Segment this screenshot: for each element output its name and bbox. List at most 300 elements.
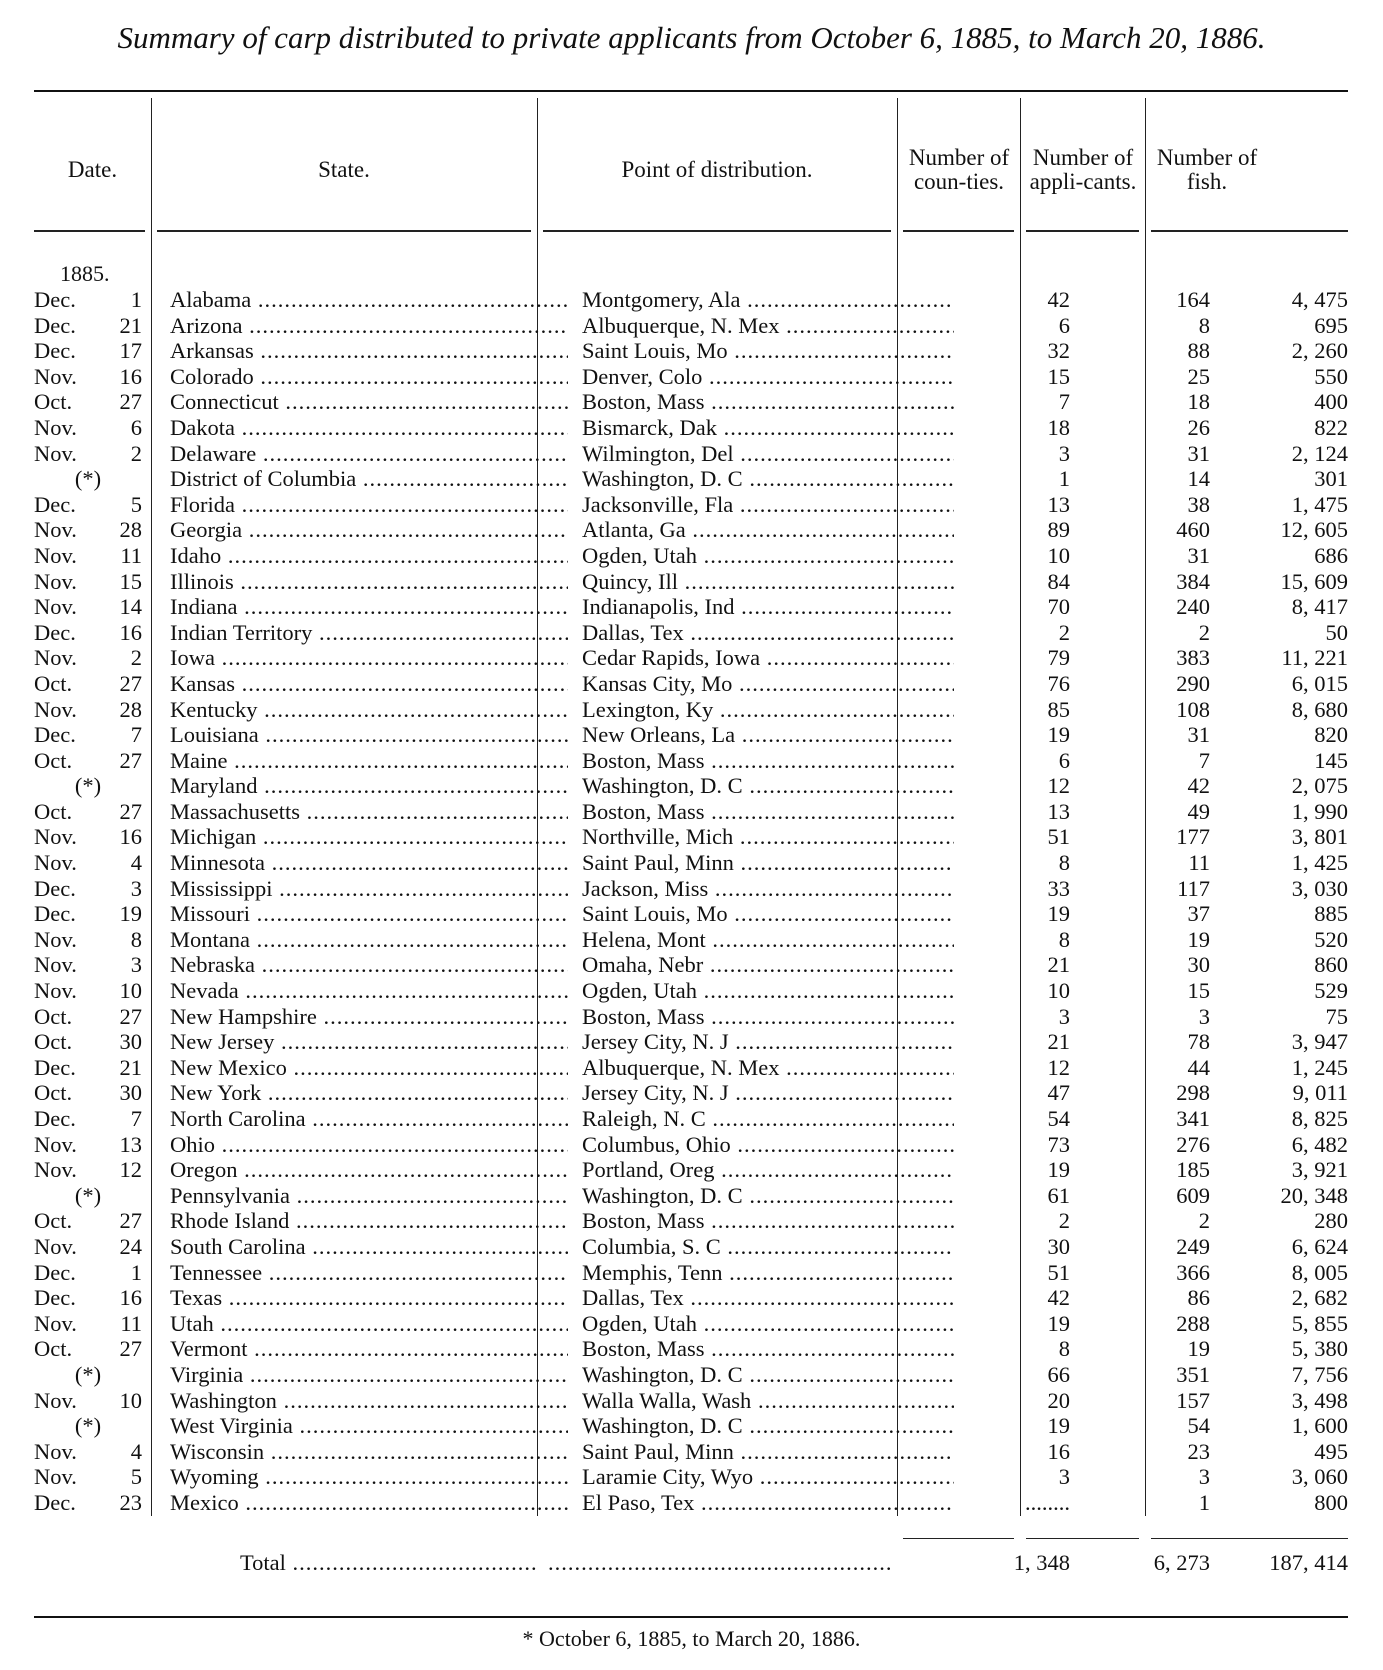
row-point xyxy=(582,1362,954,1388)
row-point-text: Boston, Mass xyxy=(582,1003,705,1029)
row-state-text: Mexico xyxy=(170,1489,239,1515)
row-fish: 529 xyxy=(1314,978,1348,1004)
row-applicants: 290 xyxy=(1176,670,1210,696)
row-day: 16 xyxy=(119,363,142,389)
row-month: Nov. xyxy=(34,517,77,543)
row-state-text: Vermont xyxy=(170,1336,248,1362)
row-state xyxy=(170,517,568,543)
row-fish: 822 xyxy=(1314,414,1348,440)
row-state xyxy=(170,1132,568,1158)
header-point: Point of distribution. xyxy=(621,157,813,182)
row-fish: 12, 605 xyxy=(1280,517,1348,543)
row-month: Nov. xyxy=(34,1157,77,1183)
row-counties: 54 xyxy=(1047,1106,1070,1131)
table-row xyxy=(0,1208,1383,1234)
row-applicants: 341 xyxy=(1176,1106,1210,1131)
row-fish: 3, 060 xyxy=(1291,1464,1348,1490)
row-day: 5 xyxy=(130,491,142,517)
row-point-text: Albuquerque, N. Mex xyxy=(582,1054,780,1080)
table-row xyxy=(0,978,1383,1004)
table-row xyxy=(0,1362,1383,1388)
row-state-text: Iowa xyxy=(170,645,215,671)
table-row xyxy=(0,1029,1383,1055)
row-applicants: 31 xyxy=(1187,722,1210,748)
row-applicants: 164 xyxy=(1176,287,1210,312)
row-state xyxy=(170,773,568,799)
row-point-text: Boston, Mass xyxy=(582,1336,705,1362)
row-counties: 12 xyxy=(1047,1054,1070,1080)
row-point-text: Boston, Mass xyxy=(582,747,705,773)
header-rule xyxy=(157,230,531,232)
row-point xyxy=(582,671,954,697)
table-row xyxy=(0,722,1383,748)
top-rule xyxy=(34,90,1348,92)
row-point-text: Omaha, Nebr xyxy=(582,952,704,978)
row-fish: 5, 855 xyxy=(1291,1310,1348,1336)
row-state-text: Arizona xyxy=(170,312,243,338)
row-counties: 16 xyxy=(1047,1438,1070,1464)
row-fish: 3, 801 xyxy=(1291,824,1348,850)
row-state-text: Virginia xyxy=(170,1361,244,1387)
row-applicants: 37 xyxy=(1187,901,1210,927)
row-month: Dec. xyxy=(34,287,76,312)
row-applicants: 117 xyxy=(1177,875,1210,901)
row-month: Dec. xyxy=(34,338,76,364)
row-fish: 800 xyxy=(1314,1489,1348,1515)
row-fish: 4, 475 xyxy=(1291,287,1348,312)
table-row xyxy=(0,1234,1383,1260)
row-counties: 3 xyxy=(1058,440,1070,466)
row-point xyxy=(582,1157,954,1183)
row-applicants: 31 xyxy=(1187,440,1210,466)
row-day: 24 xyxy=(119,1233,142,1259)
row-state xyxy=(170,415,568,441)
row-state-text: Utah xyxy=(170,1310,214,1336)
row-state xyxy=(170,492,568,518)
row-fish: 9, 011 xyxy=(1292,1080,1348,1106)
row-fish: 8, 417 xyxy=(1291,594,1348,620)
row-state-text: Arkansas xyxy=(170,338,254,364)
row-fish: 3, 921 xyxy=(1291,1157,1348,1183)
row-counties: 66 xyxy=(1047,1361,1070,1387)
row-fish: 50 xyxy=(1325,619,1348,645)
row-day: 4 xyxy=(130,1438,142,1464)
row-applicants: 384 xyxy=(1176,568,1210,594)
row-counties: 18 xyxy=(1047,414,1070,440)
row-state-text: Kansas xyxy=(170,670,235,696)
row-day: 4 xyxy=(130,850,142,876)
table-row xyxy=(0,364,1383,390)
row-point xyxy=(582,313,954,339)
table-row xyxy=(0,748,1383,774)
row-counties: 76 xyxy=(1047,670,1070,696)
row-point xyxy=(582,1132,954,1158)
row-point-text: Jackson, Miss xyxy=(582,875,709,901)
row-fish: 3, 947 xyxy=(1291,1029,1348,1055)
row-state-text: Idaho xyxy=(170,542,222,568)
row-month: Oct. xyxy=(34,1003,73,1029)
row-day: 6 xyxy=(130,414,142,440)
row-applicants: 3 xyxy=(1198,1003,1210,1029)
row-state-text: Pennsylvania xyxy=(170,1182,290,1208)
row-point xyxy=(582,389,954,415)
row-applicants: 298 xyxy=(1176,1080,1210,1106)
row-point xyxy=(582,1234,954,1260)
row-point-text: Ogden, Utah xyxy=(582,978,697,1004)
row-state-text: Nebraska xyxy=(170,952,255,978)
table-row xyxy=(0,1055,1383,1081)
row-state-text: Indiana xyxy=(170,594,238,620)
row-state-text: South Carolina xyxy=(170,1233,306,1259)
row-counties: 42 xyxy=(1047,1285,1070,1311)
row-state xyxy=(170,364,568,390)
row-month: Oct. xyxy=(34,1208,73,1234)
header-rule xyxy=(34,230,145,232)
row-fish: 8, 825 xyxy=(1291,1106,1348,1131)
row-fish: 520 xyxy=(1314,926,1348,952)
row-fish: 3, 030 xyxy=(1291,875,1348,901)
row-counties: 51 xyxy=(1047,824,1070,850)
row-state-text: Washington xyxy=(170,1387,277,1413)
row-state xyxy=(170,569,568,595)
row-month: Dec. xyxy=(34,1489,76,1515)
row-state-text: Ohio xyxy=(170,1131,215,1157)
total-rule xyxy=(903,1538,1014,1539)
row-day: 1 xyxy=(130,287,142,312)
row-point-text: Montgomery, Ala xyxy=(582,287,741,312)
row-state-text: Connecticut xyxy=(170,389,279,415)
row-state xyxy=(170,1260,568,1286)
row-month: Nov. xyxy=(34,952,77,978)
row-point-text: Boston, Mass xyxy=(582,1208,705,1234)
table-row xyxy=(0,1285,1383,1311)
row-point xyxy=(582,1106,954,1132)
row-day: 27 xyxy=(119,1336,142,1362)
row-state-text: Colorado xyxy=(170,363,254,389)
row-point-text: Indianapolis, Ind xyxy=(582,594,735,620)
row-applicants: 249 xyxy=(1176,1233,1210,1259)
row-applicants: 108 xyxy=(1176,696,1210,722)
row-point-text: El Paso, Tex xyxy=(582,1489,695,1515)
row-day: 16 xyxy=(119,824,142,850)
row-counties: 21 xyxy=(1047,1029,1070,1055)
table-row xyxy=(0,1490,1383,1516)
row-state-text: New Jersey xyxy=(170,1029,275,1055)
table-row xyxy=(0,1080,1383,1106)
table-row xyxy=(0,799,1383,825)
row-point xyxy=(582,620,954,646)
row-point-text: Columbia, S. C xyxy=(582,1233,721,1259)
row-point xyxy=(582,594,954,620)
table-row xyxy=(0,338,1383,364)
row-fish: 2, 260 xyxy=(1291,338,1348,364)
table-row xyxy=(0,1439,1383,1465)
row-state xyxy=(170,1106,568,1132)
row-applicants: 78 xyxy=(1187,1029,1210,1055)
row-month: Nov. xyxy=(34,824,77,850)
total-counties: 1, 348 xyxy=(1013,1550,1070,1575)
total-rule xyxy=(1151,1538,1348,1539)
row-point xyxy=(582,850,954,876)
row-point-text: Jacksonville, Fla xyxy=(582,491,734,517)
table-row xyxy=(0,1413,1383,1439)
row-point xyxy=(582,1260,954,1286)
row-counties: 42 xyxy=(1047,287,1070,312)
table-row xyxy=(0,389,1383,415)
table-row xyxy=(0,313,1383,339)
row-day: 28 xyxy=(119,696,142,722)
table-row xyxy=(0,287,1383,313)
row-counties: 47 xyxy=(1047,1080,1070,1106)
row-applicants: 3 xyxy=(1198,1464,1210,1490)
row-state-text: Missouri xyxy=(170,901,251,927)
row-month: Oct. xyxy=(34,798,73,824)
table-row xyxy=(0,1464,1383,1490)
row-month: Nov. xyxy=(34,568,77,594)
row-fish: 301 xyxy=(1314,466,1348,492)
row-counties: 3 xyxy=(1058,1003,1070,1029)
row-counties: 13 xyxy=(1047,798,1070,824)
row-state xyxy=(170,1208,568,1234)
row-month: Nov. xyxy=(34,1464,77,1490)
row-month: Dec. xyxy=(34,875,76,901)
row-counties: 15 xyxy=(1047,363,1070,389)
row-month: Nov. xyxy=(34,1233,77,1259)
row-footnote-ref: (*) xyxy=(74,1182,102,1208)
bottom-rule xyxy=(34,1616,1348,1618)
row-state-text: Florida xyxy=(170,491,235,517)
row-point xyxy=(582,1439,954,1465)
row-state-text: Tennessee xyxy=(170,1259,263,1285)
row-month: Oct. xyxy=(34,1080,73,1106)
row-applicants: 86 xyxy=(1187,1285,1210,1311)
row-state xyxy=(170,313,568,339)
row-point-text: Cedar Rapids, Iowa xyxy=(582,645,761,671)
row-applicants: 185 xyxy=(1176,1157,1210,1183)
row-fish: 495 xyxy=(1314,1438,1348,1464)
row-fish: 20, 348 xyxy=(1280,1182,1348,1208)
total-applicants: 6, 273 xyxy=(1153,1550,1210,1575)
row-point xyxy=(582,722,954,748)
table-title: Summary of carp distributed to private applicants from October 6, 1885, to March 20, 1886. xyxy=(117,20,1266,55)
row-month: Nov. xyxy=(34,594,77,620)
row-state xyxy=(170,722,568,748)
row-state-text: Wisconsin xyxy=(170,1438,265,1464)
row-day: 19 xyxy=(119,901,142,927)
table-row xyxy=(0,1311,1383,1337)
row-point xyxy=(582,697,954,723)
row-day: 8 xyxy=(130,926,142,952)
row-state-text: Indian Territory xyxy=(170,619,313,645)
row-point-text: Walla Walla, Wash xyxy=(582,1387,752,1413)
row-day: 30 xyxy=(119,1080,142,1106)
row-point xyxy=(582,543,954,569)
row-applicants: 26 xyxy=(1187,414,1210,440)
row-state xyxy=(170,748,568,774)
row-point xyxy=(582,901,954,927)
row-applicants: 30 xyxy=(1187,952,1210,978)
row-state xyxy=(170,978,568,1004)
row-fish: 550 xyxy=(1314,363,1348,389)
table-row xyxy=(0,773,1383,799)
row-state-text: Texas xyxy=(170,1285,223,1311)
row-state xyxy=(170,1285,568,1311)
row-day: 23 xyxy=(119,1489,142,1515)
row-day: 7 xyxy=(130,1106,142,1131)
row-state xyxy=(170,1183,568,1209)
row-counties: 70 xyxy=(1047,594,1070,620)
row-applicants: 18 xyxy=(1187,389,1210,415)
row-state xyxy=(170,389,568,415)
row-state xyxy=(170,1388,568,1414)
row-state xyxy=(170,620,568,646)
row-state-text: Dakota xyxy=(170,414,235,440)
row-state xyxy=(170,466,568,492)
row-state-text: North Carolina xyxy=(170,1106,306,1131)
row-point-text: Memphis, Tenn xyxy=(582,1259,723,1285)
row-day: 27 xyxy=(119,1208,142,1234)
row-applicants: 31 xyxy=(1187,542,1210,568)
header-fish: Number of fish. xyxy=(1156,145,1258,194)
row-counties: 13 xyxy=(1047,491,1070,517)
row-point-text: Washington, D. C xyxy=(582,1182,743,1208)
row-state xyxy=(170,927,568,953)
header-rule xyxy=(903,230,1014,232)
row-state xyxy=(170,697,568,723)
row-point-text: Helena, Mont xyxy=(582,926,706,952)
total-row xyxy=(0,1548,1383,1578)
row-month: Nov. xyxy=(34,978,77,1004)
total-rule xyxy=(1026,1538,1139,1539)
year-label: 1885. xyxy=(60,261,110,286)
row-day: 3 xyxy=(130,875,142,901)
row-applicants: 177 xyxy=(1176,824,1210,850)
row-state xyxy=(170,671,568,697)
row-day: 21 xyxy=(119,1054,142,1080)
row-state-text: West Virginia xyxy=(170,1413,293,1439)
row-state xyxy=(170,1464,568,1490)
row-point-text: Boston, Mass xyxy=(582,389,705,415)
row-point-text: Lexington, Ky xyxy=(582,696,714,722)
row-counties: 8 xyxy=(1058,850,1070,876)
table-body xyxy=(0,287,1383,1516)
row-fish: 1, 990 xyxy=(1291,798,1348,824)
row-point-text: Saint Paul, Minn xyxy=(582,1438,734,1464)
row-point xyxy=(582,441,954,467)
row-state-text: Nevada xyxy=(170,978,239,1004)
row-day: 12 xyxy=(119,1157,142,1183)
row-applicants: 2 xyxy=(1198,1208,1210,1234)
row-counties: 73 xyxy=(1047,1131,1070,1157)
row-month: Dec. xyxy=(34,1106,76,1131)
table-row xyxy=(0,1336,1383,1362)
row-point xyxy=(582,338,954,364)
row-point xyxy=(582,415,954,441)
row-state xyxy=(170,1413,568,1439)
row-month: Nov. xyxy=(34,363,77,389)
row-applicants: 88 xyxy=(1187,338,1210,364)
row-day: 13 xyxy=(119,1131,142,1157)
row-fish: 1, 475 xyxy=(1291,491,1348,517)
row-state xyxy=(170,338,568,364)
row-state-text: Wyoming xyxy=(170,1464,259,1490)
row-day: 11 xyxy=(120,542,142,568)
row-state-text: Rhode Island xyxy=(170,1208,290,1234)
table-row xyxy=(0,517,1383,543)
row-applicants: 42 xyxy=(1187,773,1210,799)
row-counties: 89 xyxy=(1047,517,1070,543)
row-state xyxy=(170,645,568,671)
row-day: 16 xyxy=(119,619,142,645)
row-month: Nov. xyxy=(34,645,77,671)
row-state xyxy=(170,799,568,825)
row-day: 27 xyxy=(119,389,142,415)
row-applicants: 8 xyxy=(1198,312,1210,338)
row-counties: 10 xyxy=(1047,542,1070,568)
row-fish: 5, 380 xyxy=(1291,1336,1348,1362)
row-applicants: 157 xyxy=(1176,1387,1210,1413)
row-point xyxy=(582,492,954,518)
row-point xyxy=(582,1183,954,1209)
row-month: Nov. xyxy=(34,696,77,722)
row-fish: 6, 482 xyxy=(1291,1131,1348,1157)
row-footnote-ref: (*) xyxy=(74,466,102,492)
row-month: Nov. xyxy=(34,414,77,440)
row-state-text: Georgia xyxy=(170,517,243,543)
header-rule xyxy=(543,230,891,232)
row-point xyxy=(582,287,954,313)
row-counties: 21 xyxy=(1047,952,1070,978)
row-point-text: Wilmington, Del xyxy=(582,440,734,466)
row-counties: 2 xyxy=(1058,1208,1070,1234)
row-applicants: 44 xyxy=(1187,1054,1210,1080)
row-applicants: 2 xyxy=(1198,619,1210,645)
row-footnote-ref: (*) xyxy=(74,773,102,799)
row-point-text: Raleigh, N. C xyxy=(582,1106,706,1131)
row-state xyxy=(170,1234,568,1260)
row-state-text: Alabama xyxy=(170,287,252,312)
row-counties: 30 xyxy=(1047,1233,1070,1259)
row-state xyxy=(170,1336,568,1362)
row-applicants: 54 xyxy=(1187,1413,1210,1439)
row-month: Oct. xyxy=(34,1029,73,1055)
row-state-text: New York xyxy=(170,1080,262,1106)
row-applicants: 14 xyxy=(1187,466,1210,492)
row-month: Oct. xyxy=(34,747,73,773)
total-label: Total ..... xyxy=(240,1548,536,1578)
row-state-text: Kentucky xyxy=(170,696,258,722)
row-point xyxy=(582,876,954,902)
row-fish: 8, 005 xyxy=(1291,1259,1348,1285)
table-row xyxy=(0,441,1383,467)
row-applicants: 7 xyxy=(1198,747,1210,773)
table-row xyxy=(0,1004,1383,1030)
row-month: Dec. xyxy=(34,722,76,748)
row-day: 15 xyxy=(119,568,142,594)
row-fish: 3, 498 xyxy=(1291,1387,1348,1413)
row-point xyxy=(582,1388,954,1414)
row-point xyxy=(582,1336,954,1362)
row-state xyxy=(170,1311,568,1337)
row-footnote-ref: (*) xyxy=(74,1413,102,1439)
row-fish: 11, 221 xyxy=(1281,645,1348,671)
row-fish: 6, 015 xyxy=(1291,670,1348,696)
row-point xyxy=(582,517,954,543)
row-counties: 12 xyxy=(1047,773,1070,799)
row-day: 11 xyxy=(120,1310,142,1336)
row-month: Nov. xyxy=(34,1438,77,1464)
row-month: Nov. xyxy=(34,440,77,466)
